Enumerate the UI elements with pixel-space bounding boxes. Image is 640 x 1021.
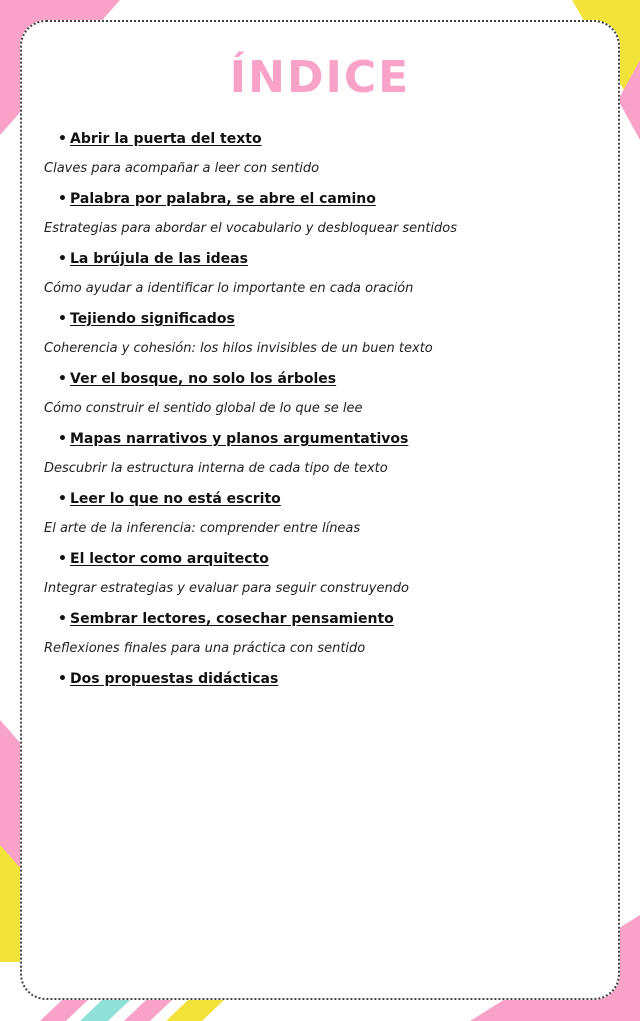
index-entry-3: [22, 250, 618, 310]
bottom-stripe-pink-2: [124, 1000, 172, 1021]
page-title: ÍNDICE: [229, 52, 411, 103]
entry-heading: [22, 430, 618, 460]
entry-title-link[interactable]: Dos propuestas didácticas: [70, 671, 279, 687]
entry-title-link[interactable]: Tejiendo significados: [70, 311, 235, 327]
entry-description: Cómo construir el sentido global de lo que se lee: [44, 401, 363, 416]
entry-heading: [22, 670, 618, 700]
bullet-icon: •: [58, 131, 67, 147]
entry-heading: [22, 310, 618, 340]
bullet-icon: •: [58, 551, 67, 567]
bottom-stripe-teal: [80, 1000, 130, 1021]
entry-title-link[interactable]: Palabra por palabra, se abre el camino: [70, 191, 376, 207]
entry-title-link[interactable]: Leer lo que no está escrito: [70, 491, 281, 507]
index-entry-4: [22, 310, 618, 370]
index-entry-9: [22, 610, 618, 670]
entry-title-link[interactable]: El lector como arquitecto: [70, 551, 269, 567]
entry-description: Integrar estrategias y evaluar para seguir construyendo: [44, 581, 409, 596]
entry-title-link[interactable]: Sembrar lectores, cosechar pensamiento: [70, 611, 394, 627]
index-entry-7: [22, 490, 618, 550]
index-card: [20, 20, 620, 1000]
entry-description: Cómo ayudar a identificar lo importante en cada oración: [44, 281, 414, 296]
index-entry-1: [22, 130, 618, 190]
index-list: [22, 130, 618, 700]
entry-heading: [22, 190, 618, 220]
bullet-icon: •: [58, 371, 67, 387]
entry-heading: [22, 490, 618, 520]
bullet-icon: •: [58, 611, 67, 627]
entry-title-link[interactable]: Mapas narrativos y planos argumentativos: [70, 431, 409, 447]
bullet-icon: •: [58, 431, 67, 447]
entry-description: Coherencia y cohesión: los hilos invisibles de un buen texto: [44, 341, 433, 356]
index-entry-8: [22, 550, 618, 610]
index-entry-6: [22, 430, 618, 490]
entry-heading: [22, 610, 618, 640]
entry-heading: [22, 370, 618, 400]
entry-heading: [22, 130, 618, 160]
entry-title-link[interactable]: Abrir la puerta del texto: [70, 131, 262, 147]
index-entry-2: [22, 190, 618, 250]
entry-description: Claves para acompañar a leer con sentido: [44, 161, 320, 176]
entry-description: El arte de la inferencia: comprender entre líneas: [44, 521, 361, 536]
entry-heading: [22, 250, 618, 280]
entry-heading: [22, 550, 618, 580]
bottom-stripe-yellow: [166, 1000, 224, 1021]
entry-description: Reflexiones finales para una práctica con sentido: [44, 641, 366, 656]
bullet-icon: •: [58, 251, 67, 267]
index-entry-5: [22, 370, 618, 430]
bullet-icon: •: [58, 311, 67, 327]
index-entry-10: [22, 670, 618, 700]
entry-description: Estrategias para abordar el vocabulario y desbloquear sentidos: [44, 221, 458, 236]
entry-title-link[interactable]: La brújula de las ideas: [70, 251, 248, 267]
entry-title-link[interactable]: Ver el bosque, no solo los árboles: [70, 371, 337, 387]
entry-description: Descubrir la estructura interna de cada tipo de texto: [44, 461, 388, 476]
bullet-icon: •: [58, 671, 67, 687]
bottom-stripe-pink-1: [40, 1000, 88, 1021]
bullet-icon: •: [58, 191, 67, 207]
bullet-icon: •: [58, 491, 67, 507]
